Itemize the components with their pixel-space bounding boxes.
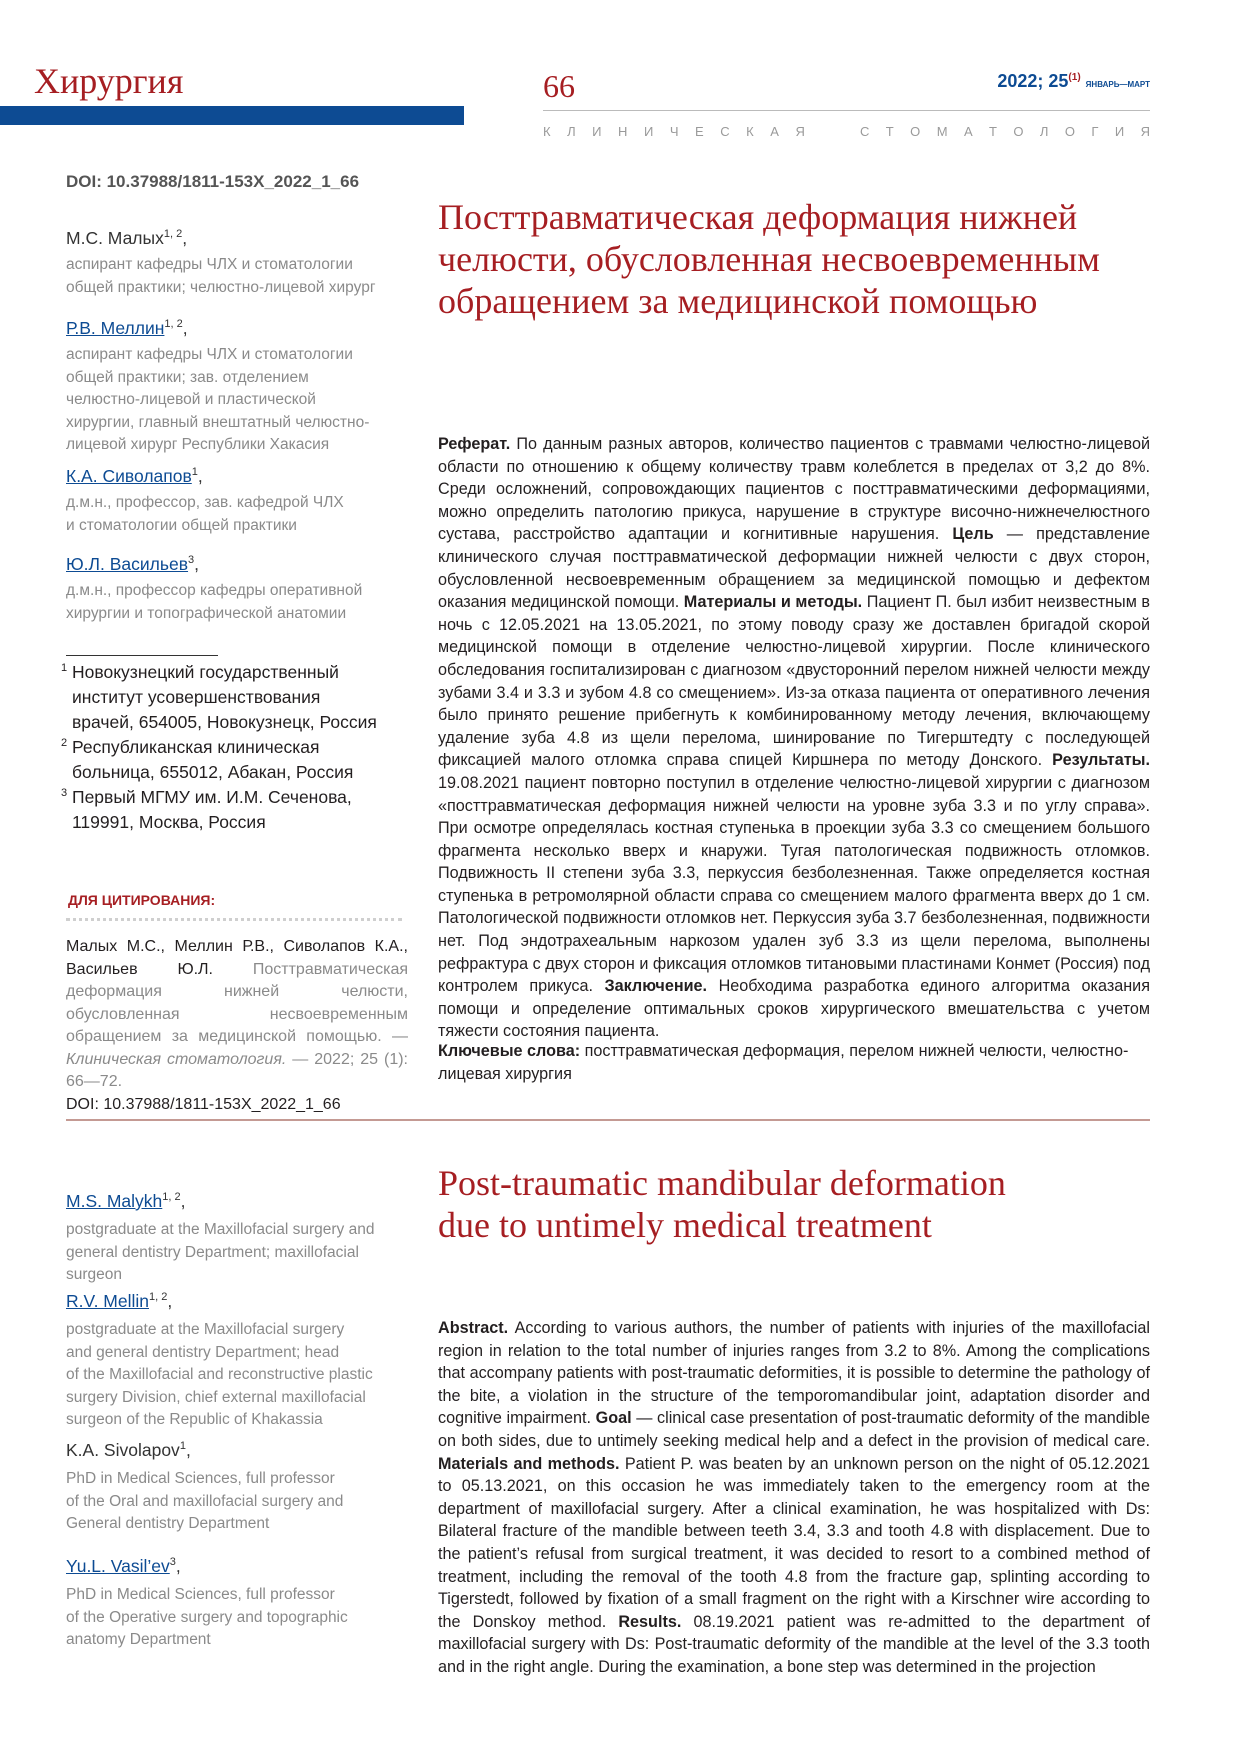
page-number: 66 bbox=[543, 68, 575, 104]
footnote-line: врачей, 654005, Новокузнецк, Россия bbox=[72, 712, 377, 732]
journal-letter: И bbox=[643, 124, 654, 139]
author-affiliation bbox=[66, 492, 344, 537]
affiliation-line: хирургии и топографической анатомии bbox=[66, 604, 347, 622]
abstract-text: — представление клинического случая посттравматической деформации нижней челюсти с двух сторон, обусловленной несвоевременным обращением за медицинской помощью и дефектом оказания медицинской помощи. bbox=[438, 525, 1150, 612]
abstract-text: According to various authors, the number of patients with injuries of the maxillofacial region in relation to the total number of injuries ranges from 3.2 to 8%. Among the complications that accompany patients with post-traumatic deformities, it is possible to determine the pathology of the bite, a violation in the structure of the temporomandibular joint, adaptation disorder and cognitive impairment. bbox=[438, 1319, 1150, 1428]
affiliation-line: surgery Division, chief external maxillofacial bbox=[66, 1388, 366, 1406]
title-line: due to untimely medical treatment bbox=[438, 1205, 932, 1245]
journal-letter: Ч bbox=[669, 124, 679, 139]
abstract-heading: Goal bbox=[595, 1409, 632, 1428]
affiliation-line: PhD in Medical Sciences, full professor bbox=[66, 1470, 335, 1487]
author-superscript: 1 bbox=[179, 1440, 186, 1453]
title-line: челюсти, обусловленная несвоевременным bbox=[438, 239, 1100, 279]
abstract-text: Необходима разработка единого алгоритма оказания помощи и определение оптимальных сроков хирургического вмешательства с учетом тяжести состояния пациента. bbox=[438, 977, 1150, 1041]
citation-divider bbox=[66, 918, 402, 921]
footnote-line: больница, 655012, Абакан, Россия bbox=[72, 762, 354, 782]
affiliation-line: общей практики; челюстно-лицевой хирург bbox=[66, 278, 376, 296]
citation-label: ДЛЯ ЦИТИРОВАНИЯ: bbox=[68, 892, 216, 908]
author-superscript: 1 bbox=[191, 466, 198, 479]
author-affiliation bbox=[66, 1584, 348, 1652]
journal-letter: О bbox=[1013, 124, 1024, 139]
header-rule bbox=[543, 110, 1150, 111]
footnote-line: 119991, Москва, Россия bbox=[72, 812, 266, 832]
journal-letter: А bbox=[963, 124, 973, 139]
keywords-ru bbox=[438, 1040, 1150, 1085]
issue-info bbox=[997, 71, 1150, 92]
abstract-text: 08.19.2021 patient was re-admitted to the department of maxillofacial surgery with Ds: Post-traumatic deformity of the mandible at the level of the 3.3 tooth and in the right angle. During the examination, a bone step was determined in the projection bbox=[438, 1612, 1150, 1676]
affiliation-line: хирургии, главный внештатный челюстно- bbox=[66, 413, 370, 431]
author-name[interactable]: Ю.Л. Васильев bbox=[66, 554, 189, 574]
author-superscript: 1, 2 bbox=[163, 228, 183, 241]
title-line: Post-traumatic mandibular deformation bbox=[438, 1163, 1006, 1203]
affiliation-line: surgeon bbox=[66, 1266, 123, 1283]
footnote bbox=[61, 785, 432, 835]
journal-letter: С bbox=[720, 124, 730, 139]
affiliation-line: челюстно-лицевой и пластической bbox=[66, 391, 316, 408]
keywords-label: Ключевые слова: bbox=[438, 1042, 581, 1060]
footnote-number: 3 bbox=[61, 787, 68, 799]
footnote-number: 2 bbox=[61, 737, 68, 749]
doi: DOI: 10.37988/1811-153X_2022_1_66 bbox=[66, 172, 360, 191]
abstract-heading: Abstract. bbox=[438, 1319, 509, 1337]
author-name: K.A. Sivolapov bbox=[66, 1440, 180, 1460]
footnote-line: Первый МГМУ им. И.М. Сеченова, bbox=[72, 787, 352, 807]
journal-word-2 bbox=[860, 124, 1150, 139]
affiliation-line: anatomy Department bbox=[66, 1631, 211, 1648]
footnote-line: Новокузнецкий государственный bbox=[72, 662, 339, 682]
author-entry: R.V. Mellin$^{1, 2}$, bbox=[66, 1291, 173, 1311]
issue-months: ЯНВАРЬ—МАРТ bbox=[1085, 80, 1150, 89]
citation-text bbox=[66, 936, 408, 1116]
issue-number: (1) bbox=[1068, 72, 1081, 83]
journal-letter: И bbox=[1114, 124, 1125, 139]
section-title: Хирургия bbox=[34, 61, 184, 101]
abstract-heading: Результаты. bbox=[1052, 751, 1150, 770]
affiliation-line: аспирант кафедры ЧЛХ и стоматологии bbox=[66, 256, 353, 273]
affiliation-line: PhD in Medical Sciences, full professor bbox=[66, 1586, 335, 1603]
abstract-text: 19.08.2021 пациент повторно поступил в отделение челюстно-лицевой хирургии с диагнозом «посттравматическая деформация нижней челюсти на уровне зуба 3.3 и по углу справа». При осмотре определялась костная ступенька в проекции зуба 3.3 со смещением большого фрагмента несколько вверх и кнаружи. Тугая патологическая подвижность отломков. Подвижность II степени зуба 3.3, перкуссия безболезненная. Также определяется костная ступенька в ретромолярной области справа со смещением малого фрагмента вверх до 1 см. Патологической подвижности отломков нет. Перкуссия зуба 3.7 безболезненная, подвижности нет. Под эндотрахеальным наркозом удален зуб 3.3 из щели перелома, выполнены рефрактура с двух сторон и фиксация отломков титановыми пластинами Конмет (Россия) под контролем прикуса. bbox=[438, 773, 1151, 996]
footnote bbox=[61, 735, 432, 785]
citation-title: Посттравматическая деформация нижней челюсти, обусловленная несвоевременным обращением за медицинской помощью. — bbox=[66, 960, 408, 1045]
abstract-heading: Materials and methods. bbox=[438, 1454, 620, 1473]
journal-letter: М bbox=[936, 124, 948, 139]
affiliation-line: postgraduate at the Maxillofacial surgery bbox=[66, 1321, 345, 1338]
journal-letter: О bbox=[910, 124, 921, 139]
footnote-number: 1 bbox=[61, 662, 68, 674]
author-superscript: 1, 2 bbox=[149, 1291, 168, 1304]
affiliation-line: д.м.н., профессор кафедры оперативной bbox=[66, 582, 363, 599]
abstract-text: По данным разных авторов, количество пациентов с травмами челюстно-лицевой области по отношению к общему количеству травм колеблется в пределах от 3,2 до 8%. Среди осложнений, сопровождающих пациентов с посттравматическими деформациями, можно определить патологию прикуса, нарушение в структуре височно-нижнечелюстного сустава, расстройство адаптации и когнитивные нарушения. bbox=[438, 435, 1150, 544]
journal-letter: Г bbox=[1091, 124, 1099, 139]
author-entry: М.С. Малых$^{1, 2}$, bbox=[66, 228, 188, 248]
journal-letter: И bbox=[592, 124, 602, 139]
abstract-ru bbox=[438, 433, 1150, 1043]
abstract-heading: Заключение. bbox=[604, 977, 708, 996]
journal-letter: Н bbox=[618, 124, 628, 139]
journal-letter: Т bbox=[885, 124, 894, 139]
author-affiliation bbox=[66, 344, 369, 457]
author-affiliation bbox=[66, 1319, 373, 1432]
abstract-heading: Results. bbox=[618, 1612, 682, 1631]
affiliation-line: surgeon of the Republic of Khakassia bbox=[66, 1411, 323, 1428]
abstract-heading: Материалы и методы. bbox=[683, 593, 863, 612]
author-name[interactable]: Р.В. Меллин bbox=[66, 318, 165, 338]
journal-letter: О bbox=[1064, 124, 1075, 139]
journal-word-1 bbox=[543, 124, 805, 139]
journal-letter: Л bbox=[567, 124, 576, 139]
author-superscript: 3 bbox=[188, 554, 195, 567]
affiliation-line: general dentistry Department; maxillofacial bbox=[66, 1243, 359, 1261]
journal-letter: Е bbox=[695, 124, 704, 139]
author-entry: M.S. Malykh$^{1, 2}$, bbox=[66, 1191, 186, 1211]
author-superscript: 1, 2 bbox=[164, 318, 183, 331]
journal-letter: Т bbox=[989, 124, 997, 139]
author-superscript: 3 bbox=[169, 1556, 176, 1569]
affiliation-line: общей практики; зав. отделением bbox=[66, 368, 309, 386]
journal-letter: К bbox=[543, 124, 551, 139]
citation-journal: Клиническая стоматология. bbox=[66, 1050, 287, 1068]
footnote bbox=[61, 660, 432, 735]
footnote-rule bbox=[66, 655, 218, 656]
issue-year: 2022; bbox=[997, 71, 1044, 91]
abstract-text: — clinical case presentation of post-traumatic deformity of the mandible on both sides, due to untimely seeking medical help and a defect in the provision of medical care. bbox=[438, 1409, 1150, 1450]
abstract-heading: Цель bbox=[952, 525, 994, 544]
author-name[interactable]: Yu.L. Vasil’ev bbox=[66, 1556, 170, 1576]
article-title-en bbox=[438, 1162, 1158, 1246]
journal-letter: Я bbox=[795, 124, 805, 139]
author-name[interactable]: R.V. Mellin bbox=[66, 1291, 149, 1311]
section-color-bar bbox=[0, 106, 464, 125]
article-title-ru bbox=[438, 196, 1158, 322]
affiliation-line: of the Maxillofacial and reconstructive plastic bbox=[66, 1366, 373, 1383]
abstract-text: Пациент П. был избит неизвестным в ночь с 12.05.2021 на 13.05.2021, по этому поводу сразу же доставлен бригадой скорой медицинской помощи в отделение челюстно-лицевой хирургии. После клинического обследования госпитализирован с диагнозом «двусторонний перелом нижней челюсти между зубами 3.4 и 3.3 и зубом 4.8 со смещением». Из-за отказа пациента от оперативного лечения было принято решение прибегнуть к комбинированному методу лечения, включающему удаление зуба 4.8 из щели перелома, шинирование по Тигерштедту с последующей фиксацией малого отломка справа спицей Киршнера по методу Донского. bbox=[438, 593, 1150, 770]
abstract-text: Patient P. was beaten by an unknown person on the night of 05.12.2021 to 05.13.2021, on this occasion he was immediately taken to the emergency room at the department of maxillofacial surgery. After a clinical examination, he was hospitalized with Ds: Bilateral fracture of the mandible between teeth 3.4, 3.3 and tooth 4.8 with displacement. Due to the patient’s refusal from surgical treatment, it was decided to resort to a combined method of treatment, including the removal of the tooth 4.8 from the fracture gap, splinting according to Tigerstedt, followed by fixation of a small fragment on the right with a Kirschner wire according to the Donskoy method. bbox=[438, 1454, 1150, 1631]
author-affiliation bbox=[66, 254, 375, 299]
author-name: М.С. Малых bbox=[66, 228, 164, 248]
issue-volume: 25 bbox=[1048, 71, 1069, 91]
keywords-text: посттравматическая деформация, перелом нижней челюсти, челюстно-лицевая хирургия bbox=[438, 1042, 1129, 1083]
title-line: Посттравматическая деформация нижней bbox=[438, 197, 1078, 237]
citation-authors: Малых М.С., Меллин Р.В., Сиволапов К.А., Васильев Ю.Л. bbox=[66, 938, 408, 978]
affiliation-line: General dentistry Department bbox=[66, 1515, 270, 1532]
journal-letter: Я bbox=[1140, 124, 1150, 139]
citation-doi: DOI: 10.37988/1811-153X_2022_1_66 bbox=[66, 1095, 341, 1113]
language-separator bbox=[66, 1119, 1150, 1121]
affiliation-line: and general dentistry Department; head bbox=[66, 1343, 340, 1361]
author-entry: К.А. Сиволапов$^1$, bbox=[66, 466, 203, 486]
affiliation-line: postgraduate at the Maxillofacial surgery and bbox=[66, 1221, 375, 1238]
author-name[interactable]: К.А. Сиволапов bbox=[66, 466, 192, 486]
journal-letter: С bbox=[860, 124, 870, 139]
author-name[interactable]: M.S. Malykh bbox=[66, 1191, 163, 1211]
affiliation-line: лицевой хирург Республики Хакасия bbox=[66, 436, 330, 453]
author-affiliation bbox=[66, 580, 362, 625]
abstract-heading: Реферат. bbox=[438, 435, 511, 453]
author-entry: Ю.Л. Васильев$^3$, bbox=[66, 554, 200, 574]
author-entry: K.A. Sivolapov$^1$, bbox=[66, 1440, 191, 1460]
abstract-en bbox=[438, 1317, 1150, 1679]
journal-letter: Л bbox=[1039, 124, 1049, 139]
journal-letter: А bbox=[770, 124, 779, 139]
affiliation-line: of the Operative surgery and topographic bbox=[66, 1608, 348, 1626]
author-entry: Р.В. Меллин$^{1, 2}$, bbox=[66, 318, 188, 338]
author-affiliation bbox=[66, 1468, 343, 1536]
footnote-line: Республиканская клиническая bbox=[72, 737, 320, 757]
journal-name bbox=[543, 124, 1150, 139]
affiliation-line: of the Oral and maxillofacial surgery and bbox=[66, 1492, 344, 1510]
citation-tail: — 2022; 25 (1): 66—72. bbox=[66, 1050, 408, 1090]
journal-letter: К bbox=[746, 124, 754, 139]
author-entry: Yu.L. $Vasil’ev^3$, bbox=[66, 1556, 181, 1576]
author-affiliation bbox=[66, 1219, 374, 1287]
title-line: обращением за медицинской помощью bbox=[438, 281, 1038, 321]
affiliation-line: д.м.н., профессор, зав. кафедрой ЧЛХ bbox=[66, 494, 344, 511]
author-superscript: 1, 2 bbox=[162, 1191, 181, 1204]
footnote-line: институт усовершенствования bbox=[72, 687, 321, 707]
affiliation-line: и стоматологии общей практики bbox=[66, 516, 297, 534]
affiliation-line: аспирант кафедры ЧЛХ и стоматологии bbox=[66, 346, 353, 363]
